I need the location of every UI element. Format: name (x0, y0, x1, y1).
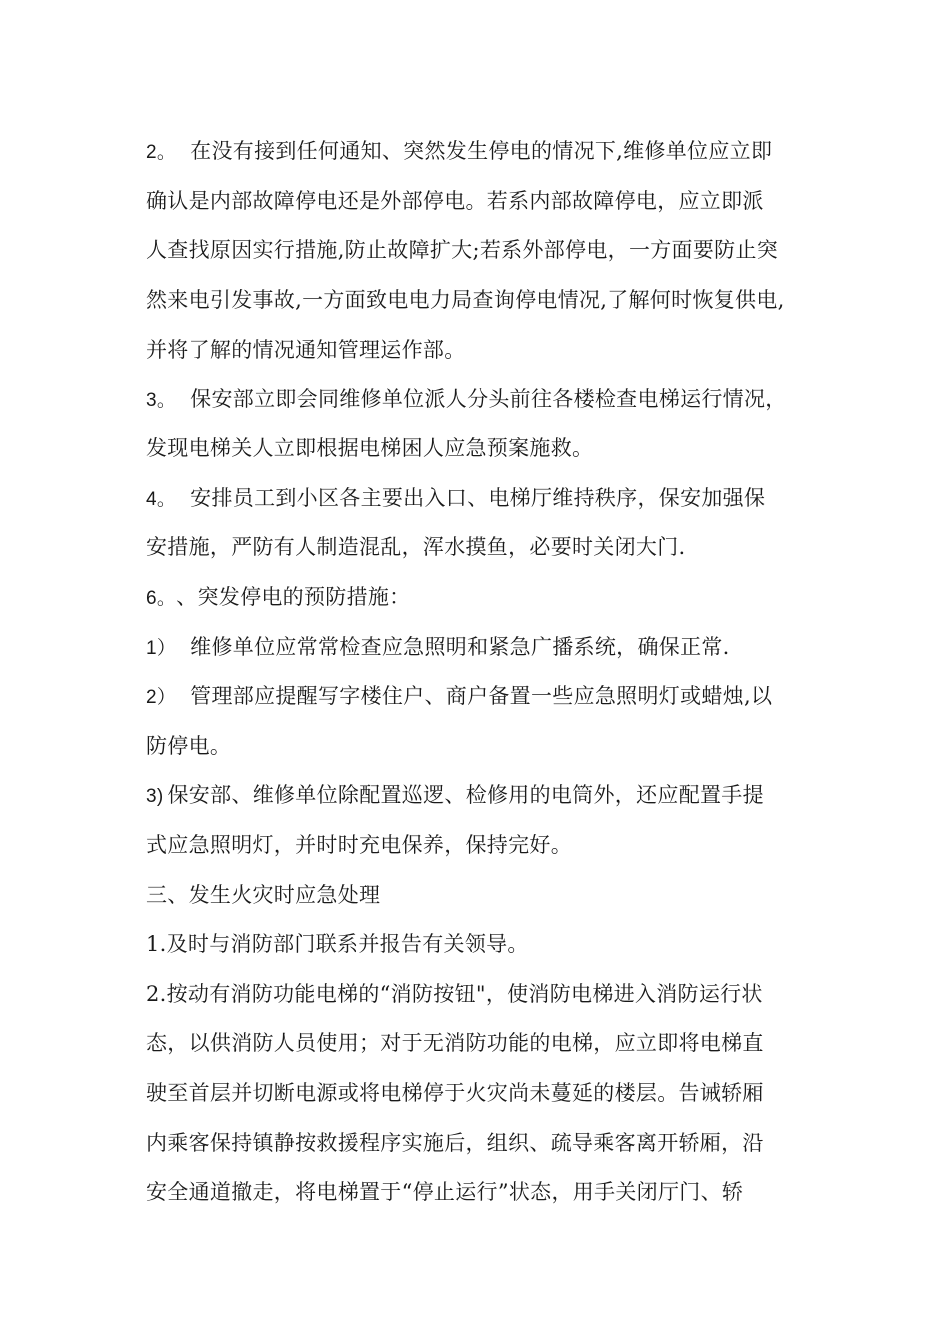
line-text: 安排员工到小区各主要出入口、电梯厅维持秩序，保安加强保 (190, 486, 766, 510)
line-text: 态，以供消防人员使用；对于无消防功能的电梯，应立即将电梯直 (146, 1031, 764, 1055)
paragraph-4-line-2 (146, 532, 846, 562)
paragraph-3-line-2 (146, 433, 846, 463)
section-6-heading (146, 582, 846, 612)
item-number: 4。 (146, 489, 177, 510)
line-text: 保安部立即会同维修单位派人分头前往各楼检查电梯运行情况， (190, 387, 787, 411)
line-text: 维修单位应常常检查应急照明和紧急广播系统，确保正常. (190, 635, 730, 659)
paragraph-2-line-1 (146, 136, 846, 166)
line-text: 在没有接到任何通知、突然发生停电的情况下,维修单位应立即 (190, 139, 773, 163)
line-text: 式应急照明灯，并时时充电保养，保持完好。 (146, 833, 572, 857)
line-text: 、突发停电的预防措施： (176, 585, 411, 609)
fire-step-2-line-4 (146, 1128, 846, 1158)
line-text: 驶至首层并切断电源或将电梯停于火灾尚未蔓延的楼层。告诫轿厢 (146, 1081, 764, 1105)
paragraph-3-line-1 (146, 384, 846, 414)
line-text: 确认是内部故障停电还是外部停电。若系内部故障停电，应立即派 (146, 189, 764, 213)
line-text: 安全通道撤走，将电梯置于“停止运行”状态，用手关闭厅门、轿 (146, 1180, 744, 1204)
line-text: 防停电。 (146, 734, 232, 758)
line-text: 保安部、维修单位除配置巡逻、检修用的电筒外，还应配置手提 (167, 783, 764, 807)
fire-step-2-line-5 (146, 1177, 846, 1207)
paragraph-2-line-2 (146, 186, 846, 216)
line-text: 发现电梯关人立即根据电梯困人应急预案施救。 (146, 436, 594, 460)
fire-step-1-line-1 (146, 929, 846, 959)
measure-2-line-1 (146, 681, 846, 711)
measure-3-line-1 (146, 780, 846, 810)
fire-step-2-line-3 (146, 1078, 846, 1108)
line-text: 1.及时与消防部门联系并报告有关领导。 (146, 932, 529, 956)
paragraph-2-line-5 (146, 335, 846, 365)
line-text: 2.按动有消防功能电梯的“消防按钮"，使消防电梯进入消防运行状 (146, 982, 763, 1006)
line-text: 人查找原因实行措施,防止故障扩大;若系外部停电，一方面要防止突 (146, 238, 779, 262)
measure-1-line-1 (146, 632, 846, 662)
measure-2-line-2 (146, 731, 846, 761)
item-number: 2） (146, 687, 177, 708)
line-text: 并将了解的情况通知管理运作部。 (146, 338, 466, 362)
line-text: 三、发生火灾时应急处理 (146, 883, 381, 907)
paragraph-4-line-1 (146, 483, 846, 513)
item-number: 3。 (146, 390, 177, 411)
item-number: 1） (146, 638, 177, 659)
measure-3-line-2 (146, 830, 846, 860)
line-text: 管理部应提醒写字楼住户、商户备置一些应急照明灯或蜡烛,以 (190, 684, 773, 708)
line-text: 内乘客保持镇静按救援程序实施后，组织、疏导乘客离开轿厢，沿 (146, 1131, 764, 1155)
line-text: 然来电引发事故,一方面致电电力局查询停电情况,了解何时恢复供电, (146, 288, 785, 312)
item-number: 2。 (146, 142, 177, 163)
fire-step-2-line-1 (146, 979, 846, 1009)
item-number: 3) (146, 786, 164, 807)
item-number: 6。 (146, 588, 177, 609)
fire-step-2-line-2 (146, 1028, 846, 1058)
paragraph-2-line-3 (146, 235, 846, 265)
section-3-heading (146, 880, 846, 910)
paragraph-2-line-4 (146, 285, 846, 315)
line-text: 安措施，严防有人制造混乱，浑水摸鱼，必要时关闭大门. (146, 535, 686, 559)
